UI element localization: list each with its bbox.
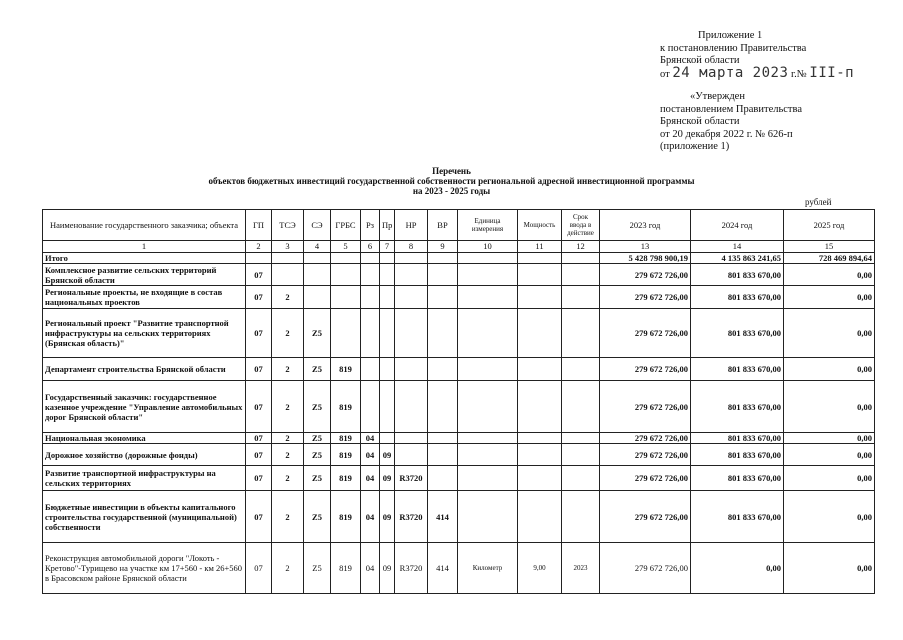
cell-power	[518, 253, 562, 264]
cell-term	[562, 358, 600, 381]
cell-pr: 09	[380, 444, 395, 466]
appendix-line-2: к постановлению Правительства	[660, 42, 807, 54]
col-number: 3	[272, 241, 304, 253]
col-number: 1	[43, 241, 246, 253]
cell-vr	[428, 286, 458, 309]
cell-unit	[458, 309, 518, 358]
cell-grbs: 819	[331, 466, 361, 491]
cell-rz	[361, 286, 380, 309]
cell-2025: 728 469 894,64	[784, 253, 875, 264]
cell-gp: 07	[246, 358, 272, 381]
cell-power: 9,00	[518, 543, 562, 594]
cell-pr	[380, 264, 395, 286]
cell-se: Z5	[304, 491, 331, 543]
cell-power	[518, 466, 562, 491]
cell-2025: 0,00	[784, 444, 875, 466]
cell-2024: 801 833 670,00	[691, 309, 784, 358]
header-2024: 2024 год	[691, 210, 784, 241]
cell-grbs	[331, 309, 361, 358]
handwritten-date: 24 марта 2023	[672, 64, 789, 81]
cell-tse	[272, 264, 304, 286]
cell-gp	[246, 253, 272, 264]
col-number: 12	[562, 241, 600, 253]
cell-rz	[361, 253, 380, 264]
cell-power	[518, 358, 562, 381]
cell-unit	[458, 286, 518, 309]
table-row	[43, 466, 875, 491]
cell-unit	[458, 466, 518, 491]
cell-2025: 0,00	[784, 433, 875, 444]
cell-rz: 04	[361, 491, 380, 543]
cell-name: Дорожное хозяйство (дорожные фонды)	[43, 444, 246, 466]
cell-nr	[395, 381, 428, 433]
col-number: 2	[246, 241, 272, 253]
cell-grbs: 819	[331, 433, 361, 444]
approved-line-1: «Утвержден	[690, 91, 745, 102]
header-row	[43, 210, 875, 241]
header-term: Срок ввода в действие	[562, 210, 600, 241]
title-line-3: на 2023 - 2025 годы	[412, 186, 491, 196]
cell-vr	[428, 466, 458, 491]
cell-2024: 801 833 670,00	[691, 491, 784, 543]
cell-rz	[361, 358, 380, 381]
cell-se: Z5	[304, 358, 331, 381]
table-row	[43, 286, 875, 309]
cell-2025: 0,00	[784, 381, 875, 433]
cell-unit	[458, 433, 518, 444]
cell-2023: 279 672 726,00	[600, 491, 691, 543]
cell-name: Развитие транспортной инфраструктуры на сельских территориях	[43, 466, 246, 491]
cell-unit	[458, 491, 518, 543]
cell-nr: R3720	[395, 466, 428, 491]
cell-se	[304, 264, 331, 286]
table-row	[43, 309, 875, 358]
col-number: 13	[600, 241, 691, 253]
cell-pr	[380, 253, 395, 264]
cell-pr	[380, 309, 395, 358]
table-row	[43, 253, 875, 264]
header-gp: ГП	[246, 210, 272, 241]
cell-se	[304, 286, 331, 309]
table-body	[43, 253, 875, 594]
cell-unit	[458, 358, 518, 381]
cell-unit	[458, 444, 518, 466]
cell-nr	[395, 264, 428, 286]
cell-unit	[458, 264, 518, 286]
header-unit: Единица измерения	[458, 210, 518, 241]
cell-name: Бюджетные инвестиции в объекты капитального строительства государственной (муниципальной) собственности	[43, 491, 246, 543]
cell-gp: 07	[246, 381, 272, 433]
cell-2024: 801 833 670,00	[691, 466, 784, 491]
cell-name: Государственный заказчик: государственное казенное учреждение "Управление автомобильных дорог Брянской области"	[43, 381, 246, 433]
col-number: 10	[458, 241, 518, 253]
cell-grbs: 819	[331, 381, 361, 433]
col-number: 5	[331, 241, 361, 253]
col-number: 9	[428, 241, 458, 253]
header-grbs: ГРБС	[331, 210, 361, 241]
cell-term	[562, 309, 600, 358]
column-numbers-row	[43, 241, 875, 253]
cell-name: Национальная экономика	[43, 433, 246, 444]
cell-tse: 2	[272, 286, 304, 309]
cell-gp: 07	[246, 466, 272, 491]
cell-2025: 0,00	[784, 543, 875, 594]
col-number: 8	[395, 241, 428, 253]
approved-block	[660, 91, 802, 154]
cell-tse: 2	[272, 433, 304, 444]
cell-2023: 279 672 726,00	[600, 381, 691, 433]
header-2025: 2025 год	[784, 210, 875, 241]
appendix-line-1: Приложение 1	[698, 30, 763, 41]
header-rz: Рз	[361, 210, 380, 241]
cell-tse	[272, 253, 304, 264]
cell-2024: 801 833 670,00	[691, 286, 784, 309]
cell-nr: R3720	[395, 491, 428, 543]
cell-rz: 04	[361, 433, 380, 444]
cell-power	[518, 491, 562, 543]
cell-gp: 07	[246, 444, 272, 466]
cell-2024: 801 833 670,00	[691, 444, 784, 466]
cell-pr	[380, 433, 395, 444]
table-row	[43, 264, 875, 286]
cell-vr	[428, 309, 458, 358]
cell-pr: 09	[380, 491, 395, 543]
cell-name: Комплексное развитие сельских территорий Брянской области	[43, 264, 246, 286]
cell-term	[562, 433, 600, 444]
approved-line-5: (приложение 1)	[660, 141, 730, 152]
cell-2025: 0,00	[784, 491, 875, 543]
cell-vr	[428, 253, 458, 264]
cell-se: Z5	[304, 309, 331, 358]
table-row	[43, 543, 875, 594]
cell-2023: 279 672 726,00	[600, 543, 691, 594]
cell-tse: 2	[272, 381, 304, 433]
number-prefix: г.№	[791, 68, 807, 80]
approved-line-4: от 20 декабря 2022 г. № 626-п	[660, 128, 793, 140]
cell-unit	[458, 253, 518, 264]
cell-grbs: 819	[331, 358, 361, 381]
cell-2024: 801 833 670,00	[691, 358, 784, 381]
cell-name: Региональный проект "Развитие транспортной инфраструктуры на сельских территориях (Брянская область)"	[43, 309, 246, 358]
cell-term	[562, 444, 600, 466]
cell-2024: 4 135 863 241,65	[691, 253, 784, 264]
cell-grbs	[331, 253, 361, 264]
cell-nr	[395, 444, 428, 466]
cell-tse: 2	[272, 466, 304, 491]
header-vr: ВР	[428, 210, 458, 241]
cell-grbs: 819	[331, 543, 361, 594]
cell-rz: 04	[361, 543, 380, 594]
document-title	[0, 166, 903, 196]
cell-pr: 09	[380, 543, 395, 594]
cell-vr: 414	[428, 543, 458, 594]
cell-grbs: 819	[331, 491, 361, 543]
cell-grbs	[331, 286, 361, 309]
cell-se: Z5	[304, 433, 331, 444]
header-power: Мощность	[518, 210, 562, 241]
cell-2025: 0,00	[784, 286, 875, 309]
cell-tse: 2	[272, 543, 304, 594]
cell-nr	[395, 358, 428, 381]
cell-tse: 2	[272, 491, 304, 543]
cell-se	[304, 253, 331, 264]
appendix-date-line	[660, 64, 855, 82]
cell-nr	[395, 253, 428, 264]
cell-rz: 04	[361, 444, 380, 466]
cell-pr	[380, 286, 395, 309]
cell-2023: 279 672 726,00	[600, 444, 691, 466]
investment-table	[42, 209, 875, 594]
date-prefix: от	[660, 68, 670, 80]
currency-unit: рублей	[805, 197, 832, 207]
cell-power	[518, 381, 562, 433]
cell-vr: 414	[428, 491, 458, 543]
cell-pr	[380, 381, 395, 433]
table-row	[43, 381, 875, 433]
cell-unit	[458, 381, 518, 433]
cell-power	[518, 264, 562, 286]
cell-vr	[428, 264, 458, 286]
cell-unit: Километр	[458, 543, 518, 594]
cell-vr	[428, 433, 458, 444]
cell-2023: 279 672 726,00	[600, 286, 691, 309]
cell-2024: 801 833 670,00	[691, 381, 784, 433]
cell-vr	[428, 444, 458, 466]
cell-gp: 07	[246, 543, 272, 594]
cell-term	[562, 466, 600, 491]
cell-2025: 0,00	[784, 309, 875, 358]
cell-nr: R3720	[395, 543, 428, 594]
cell-pr: 09	[380, 466, 395, 491]
cell-gp: 07	[246, 264, 272, 286]
appendix-block	[660, 30, 854, 81]
cell-2023: 279 672 726,00	[600, 358, 691, 381]
cell-gp: 07	[246, 309, 272, 358]
header-pr: Пр	[380, 210, 395, 241]
header-tse: ТСЭ	[272, 210, 304, 241]
cell-tse: 2	[272, 444, 304, 466]
table-row	[43, 358, 875, 381]
cell-name: Реконструкция автомобильной дороги "Локоть - Кретово"-Турищево на участке км 17+560 - км 26+560 в Брасовском районе Брянской области	[43, 543, 246, 594]
appendix-line-3: Брянской области	[660, 55, 740, 66]
cell-2023: 279 672 726,00	[600, 309, 691, 358]
col-number: 15	[784, 241, 875, 253]
cell-name: Итого	[43, 253, 246, 264]
header-se: СЭ	[304, 210, 331, 241]
cell-2023: 279 672 726,00	[600, 264, 691, 286]
cell-se: Z5	[304, 381, 331, 433]
col-number: 11	[518, 241, 562, 253]
cell-power	[518, 309, 562, 358]
cell-pr	[380, 358, 395, 381]
col-number: 7	[380, 241, 395, 253]
cell-2023: 5 428 798 900,19	[600, 253, 691, 264]
cell-grbs	[331, 264, 361, 286]
approved-line-3: Брянской области	[660, 116, 740, 127]
cell-2025: 0,00	[784, 358, 875, 381]
cell-term	[562, 253, 600, 264]
cell-gp: 07	[246, 491, 272, 543]
cell-term	[562, 264, 600, 286]
cell-power	[518, 433, 562, 444]
cell-grbs: 819	[331, 444, 361, 466]
cell-2024: 801 833 670,00	[691, 264, 784, 286]
cell-term	[562, 491, 600, 543]
cell-se: Z5	[304, 444, 331, 466]
approved-line-2: постановлением Правительства	[660, 103, 803, 115]
cell-term	[562, 381, 600, 433]
cell-tse: 2	[272, 358, 304, 381]
cell-rz: 04	[361, 466, 380, 491]
cell-rz	[361, 309, 380, 358]
cell-2024: 0,00	[691, 543, 784, 594]
header-nr: НР	[395, 210, 428, 241]
cell-2025: 0,00	[784, 264, 875, 286]
title-line-2: объектов бюджетных инвестиций государственной собственности региональной адресной инвестиционной программы	[208, 176, 695, 186]
cell-tse: 2	[272, 309, 304, 358]
cell-name: Департамент строительства Брянской области	[43, 358, 246, 381]
cell-2025: 0,00	[784, 466, 875, 491]
cell-rz	[361, 264, 380, 286]
col-number: 6	[361, 241, 380, 253]
cell-name: Региональные проекты, не входящие в состав национальных проектов	[43, 286, 246, 309]
cell-2023: 279 672 726,00	[600, 433, 691, 444]
header-2023: 2023 год	[600, 210, 691, 241]
cell-gp: 07	[246, 286, 272, 309]
cell-vr	[428, 358, 458, 381]
cell-gp: 07	[246, 433, 272, 444]
table-row	[43, 491, 875, 543]
handwritten-number: III-п	[809, 64, 855, 81]
table-row	[43, 444, 875, 466]
col-number: 14	[691, 241, 784, 253]
title-line-1: Перечень	[432, 166, 471, 176]
cell-term: 2023	[562, 543, 600, 594]
table-row	[43, 433, 875, 444]
cell-2023: 279 672 726,00	[600, 466, 691, 491]
cell-power	[518, 444, 562, 466]
cell-power	[518, 286, 562, 309]
cell-se: Z5	[304, 466, 331, 491]
cell-rz	[361, 381, 380, 433]
cell-se: Z5	[304, 543, 331, 594]
cell-nr	[395, 286, 428, 309]
cell-nr	[395, 309, 428, 358]
cell-nr	[395, 433, 428, 444]
cell-2024: 801 833 670,00	[691, 433, 784, 444]
cell-vr	[428, 381, 458, 433]
col-number: 4	[304, 241, 331, 253]
cell-term	[562, 286, 600, 309]
header-name: Наименование государственного заказчика; объекта	[43, 210, 246, 241]
